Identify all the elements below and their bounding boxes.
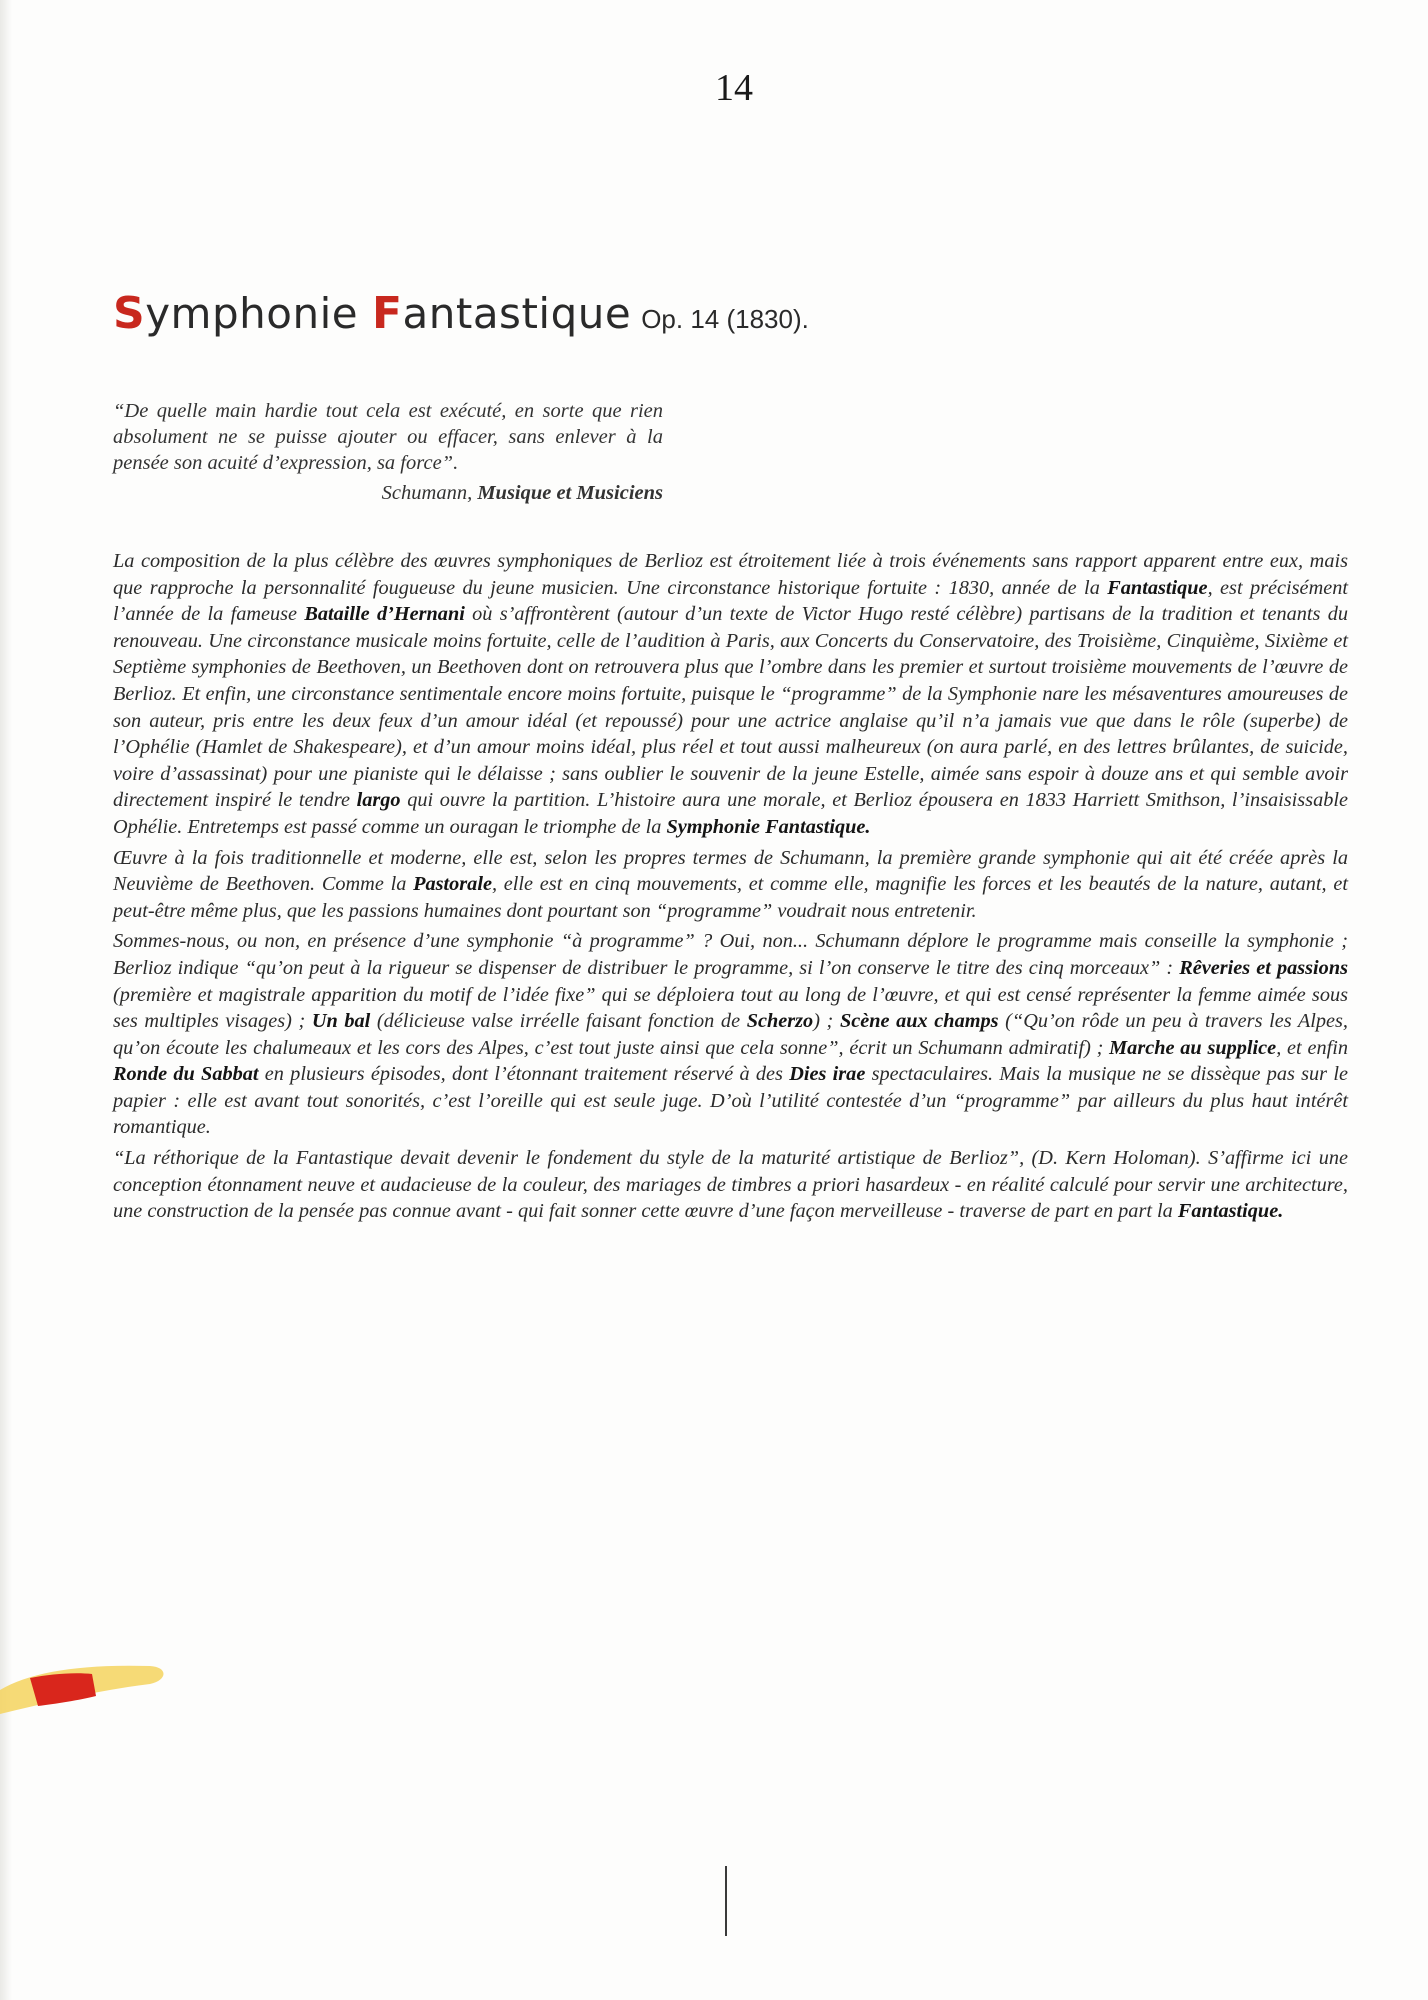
page-number: 14 xyxy=(715,67,753,109)
epigraph-work: Musique et Musiciens xyxy=(477,482,663,504)
text-run: en plusieurs épisodes, dont l’étonnant traitement réservé à des xyxy=(258,1063,790,1086)
title-part-2: antastique xyxy=(402,289,632,338)
text-run: (première et magistrale apparition du motif de l’idée fixe” qui se déploiera tout au long de l’œuvre, et qui est censé représenter la femme aimée sous ses multiples visages) ; xyxy=(113,983,1348,1033)
text-run: , est précisément l’année de la fameuse xyxy=(113,576,1348,626)
bold-term: Pastorale xyxy=(413,873,492,896)
body-paragraph xyxy=(113,845,1348,925)
text-run: (délicieuse valse irréelle faisant fonction de xyxy=(370,1010,747,1033)
text-run: , elle est en cinq mouvements, et comme elle, magnifie les forces et les beautés de la nature, autant, et peut-être même plus, que les passions humaines dont pourtant son “programme” voudrait nous entretenir. xyxy=(113,873,1348,922)
bold-term: Fantastique. xyxy=(1177,1200,1284,1223)
text-run: La composition de la plus célèbre des œuvres symphoniques de Berlioz est étroitement liée à trois événements sans rapport apparent entre eux, mais que rapproche la personnalité fougueuse du jeune musicien. Une circonstance historique fortuite : 1830, année de la xyxy=(113,550,1348,599)
bold-term: Ronde du Sabbat xyxy=(113,1063,259,1086)
text-run: , et enfin xyxy=(1276,1036,1348,1059)
body-paragraph xyxy=(113,1145,1348,1225)
text-run: “La réthorique de la Fantastique devait devenir le fondement du style de la maturité artistique de Berlioz”, (D. Kern Holoman). S’affirme ici une conception étonnament neuve et audacieuse de la couleur, des mariages de timbres a priori hasardeux - en réalité calculé pour servir une architecture, une construction de la pensée pas connue avant - qui fait sonner cette œuvre d’une façon merveilleuse - traverse de part en part la xyxy=(113,1147,1348,1223)
text-run: où s’affrontèrent (autour d’un texte de Victor Hugo resté célèbre) partisans de la tradition et tenants du renouveau. Une circonstance musicale moins fortuite, celle de l’audition à Paris, aux Concerts du Conservatoire, des Troisième, Cinquième, Sixième et Septième symphonies de Beethoven, un Beethoven dont on retrouvera plus que l’ombre dans les premier et surtout troisième mouvements de l’œuvre de Berlioz. Et enfin, une circonstance sentimentale encore moins fortuite, puisque le “programme” de la Symphonie nare les mésaventures amoureuses de son auteur, pris entre les deux feux d’un amour idéal (et repoussé) pour une actrice anglaise qu’il n’a jamais vue que dans le rôle (superbe) de l’Ophélie (Hamlet de Shakespeare), et d’un amour moins idéal, plus réel et tout aussi malheureux (on aura parlé, en des lettres brûlantes, de suicide, voire d’assassinat) pour une pianiste qui le délaisse ; sans oublier le souvenir de la jeune Estelle, aimée sans espoir à douze ans et qui semble avoir directement inspiré le tendre xyxy=(113,603,1348,812)
epigraph-source xyxy=(113,480,663,506)
bold-term: Rêveries et passions xyxy=(1179,956,1348,979)
bold-term: Scherzo xyxy=(746,1010,814,1033)
text-run: ) ; xyxy=(813,1010,840,1033)
bold-term: Symphonie Fantastique. xyxy=(666,815,871,838)
epigraph-quote: “De quelle main hardie tout cela est exécuté, en sorte que rien absolument ne se puisse ajouter ou effacer, sans enlever à la pensée son acuité d’expression, sa force”. xyxy=(113,400,663,474)
text-run: Sommes-nous, ou non, en présence d’une symphonie “à programme” ? Oui, non... Schumann déplore le programme mais conseille la symphonie ; Berlioz indique “qu’on peut à la rigueur se dispenser de distribuer le programme, si l’on conserve le titre des cinq morceaux” : xyxy=(113,930,1348,979)
bold-term: Scène aux champs xyxy=(839,1010,999,1033)
bold-term: Marche au supplice xyxy=(1109,1036,1277,1059)
text-run: (“Qu’on rôde un peu à travers les Alpes, qu’on écoute les chalumeaux et les cors des Alpes, c’est tout juste ainsi que cela sonne”, écrit un Schumann admiratif) ; xyxy=(113,1010,1348,1059)
bold-term: largo xyxy=(356,789,401,812)
body-paragraph xyxy=(113,548,1348,841)
body-text xyxy=(113,548,1348,1229)
body-paragraph xyxy=(113,928,1348,1141)
epigraph xyxy=(113,398,663,506)
bottom-rule xyxy=(725,1866,727,1936)
epigraph-author: Schumann, xyxy=(381,482,473,504)
title-opus: Op. 14 (1830). xyxy=(641,304,809,334)
text-run: Œuvre à la fois traditionnelle et moderne, elle est, selon les propres termes de Schumann, la première grande symphonie qui ait été créée après la Neuvième de Beethoven. Comme la xyxy=(113,846,1348,896)
bold-term: Bataille d’Hernani xyxy=(304,603,465,626)
bold-term: Dies irae xyxy=(789,1063,866,1086)
page-title xyxy=(113,288,809,339)
brush-stroke-mark xyxy=(0,1650,170,1730)
text-run: spectaculaires. Mais la musique ne se dissèque pas sur le papier : elle est avant tout sonorités, c’est l’oreille qui est seule juge. D’où l’utilité contestée d’un “programme” par ailleurs du plus haut intérêt romantique. xyxy=(113,1063,1348,1139)
title-part-1: ymphonie xyxy=(145,289,372,338)
bold-term: Un bal xyxy=(311,1010,371,1033)
bold-term: Fantastique xyxy=(1107,576,1208,599)
title-initial-f: F xyxy=(371,288,403,339)
text-run: qui ouvre la partition. L’histoire aura une morale, et Berlioz épousera en 1833 Harriett Smithson, l’insaisissable Ophélie. Entretemps est passé comme un ouragan le triomphe de la xyxy=(113,789,1348,838)
title-initial-s: S xyxy=(113,288,146,339)
